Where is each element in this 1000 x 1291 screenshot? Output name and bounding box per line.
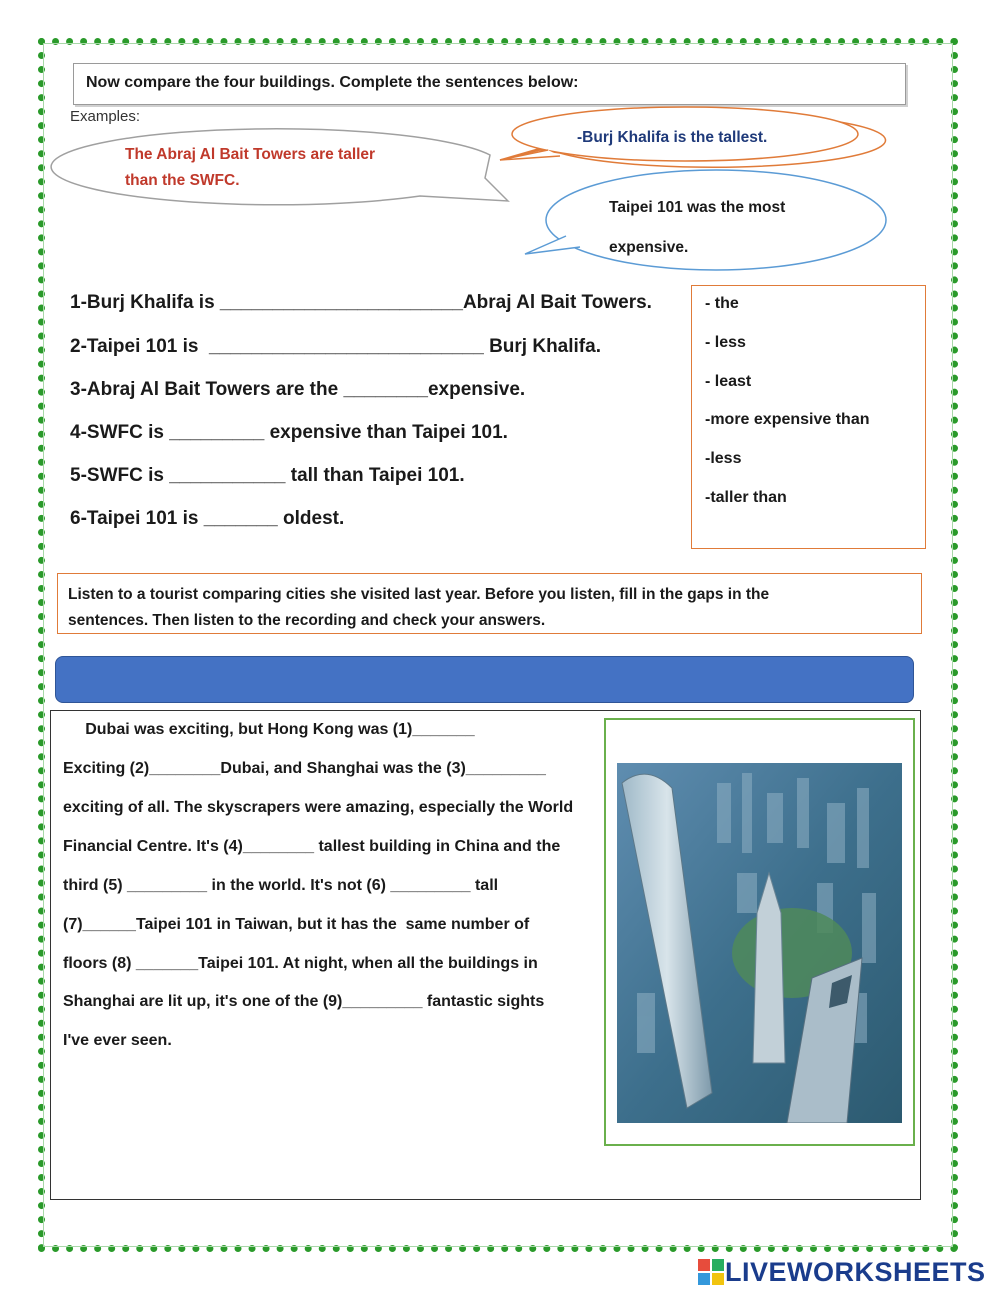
instruction-box: Now compare the four buildings. Complete the sentences below: — [73, 63, 906, 105]
word-bank-item: - least — [705, 373, 752, 390]
liveworksheets-icon — [697, 1258, 725, 1286]
question-1: 1-Burj Khalifa is _______________________Abraj Al Bait Towers. — [70, 292, 652, 313]
example-sentence-2: -Burj Khalifa is the tallest. — [577, 129, 768, 146]
word-bank-item: -more expensive than — [705, 411, 870, 428]
audio-player-bar[interactable] — [55, 656, 914, 703]
example-sentence-3: Taipei 101 was the most expensive. — [609, 199, 786, 256]
liveworksheets-logo — [697, 1255, 986, 1289]
word-bank-item: -taller than — [705, 489, 787, 506]
question-4: 4-SWFC is _________ expensive than Taipei 101. — [70, 422, 508, 443]
passage-line: I've ever seen. — [63, 1032, 172, 1049]
word-bank-item: - less — [705, 334, 746, 351]
passage-line: Dubai was exciting, but Hong Kong was (1)_______ — [63, 721, 475, 738]
passage-line: exciting of all. The skyscrapers were amazing, especially the World — [63, 799, 574, 816]
question-2: 2-Taipei 101 is __________________________ Burj Khalifa. — [70, 336, 601, 357]
question-5: 5-SWFC is ___________ tall than Taipei 101. — [70, 465, 465, 486]
passage-line: Exciting (2)________Dubai, and Shanghai was the (3)_________ — [63, 760, 546, 777]
example-sentence-1: The Abraj Al Bait Towers are taller than the SWFC. — [125, 146, 376, 189]
word-bank-item: -less — [705, 450, 742, 467]
passage-line: floors (8) _______Taipei 101. At night, when all the buildings in — [63, 955, 538, 972]
liveworksheets-wordmark: LIVEWORKSHEETS — [725, 1256, 986, 1287]
question-6: 6-Taipei 101 is _______ oldest. — [70, 508, 345, 529]
shanghai-skyscrapers-photo — [617, 763, 902, 1123]
passage-line: (7)______Taipei 101 in Taiwan, but it has the same number of — [63, 916, 530, 933]
passage-line: third (5) _________ in the world. It's not (6) _________ tall — [63, 877, 499, 894]
passage-line: Shanghai are lit up, it's one of the (9)_________ fantastic sights — [63, 993, 545, 1010]
passage-line: Financial Centre. It's (4)________ tallest building in China and the — [63, 838, 561, 855]
examples-label: Examples: — [70, 108, 141, 125]
word-bank-item: - the — [705, 295, 739, 312]
listening-instruction: Listen to a tourist comparing cities she visited last year. Before you listen, fill in the gaps in the sentences. Then listen to the recording and check your answers. — [57, 573, 922, 634]
question-3: 3-Abraj Al Bait Towers are the ________expensive. — [70, 379, 526, 400]
